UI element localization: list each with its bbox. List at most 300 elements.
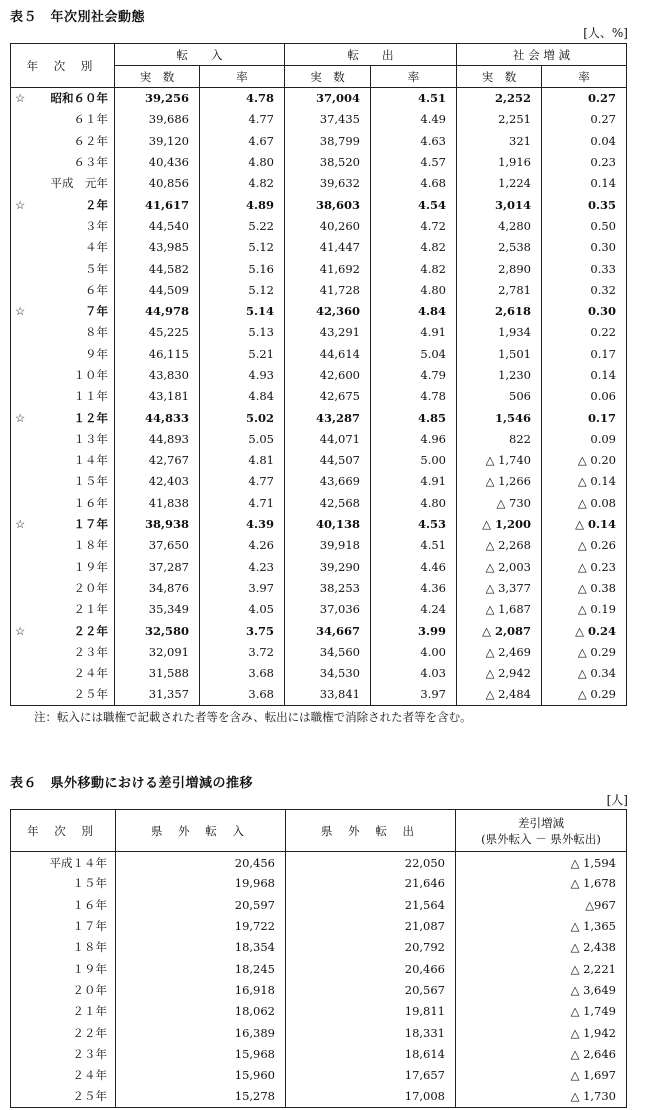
- table5-year-label: 平成 元年: [50, 176, 108, 191]
- table5-row: [11, 343, 627, 364]
- table5-cell-social-rate: 0.09: [542, 428, 627, 449]
- table5-cell-social-count: △ 2,003: [457, 556, 542, 577]
- table5-cell-out-count: 43,669: [285, 471, 371, 492]
- table6-cell-in: 19,722: [116, 915, 286, 936]
- table5-cell-social-count: △ 1,200: [457, 513, 542, 534]
- table5-row: [11, 641, 627, 662]
- star-icon: ☆: [15, 623, 26, 638]
- table5-cell-in-rate: 5.16: [200, 258, 285, 279]
- table6-cell-diff: △ 1,594: [456, 852, 627, 873]
- table5-cell-social-count: △ 2,087: [457, 620, 542, 641]
- table5-row: [11, 237, 627, 258]
- table6-cell-out: 19,811: [286, 1001, 456, 1022]
- table5-row: [11, 215, 627, 236]
- table5-cell-social-rate: △ 0.29: [542, 641, 627, 662]
- table5-cell-out-count: 33,841: [285, 684, 371, 705]
- table5-row: [11, 535, 627, 556]
- table5-cell-out-rate: 4.51: [371, 535, 457, 556]
- table5-cell-social-rate: △ 0.08: [542, 492, 627, 513]
- table5-year-label: ９年: [85, 346, 108, 361]
- table6-cell-year: １９年: [11, 958, 116, 979]
- table5-cell-in-rate: 3.68: [200, 663, 285, 684]
- table5-cell-out-rate: 4.03: [371, 663, 457, 684]
- table5-cell-year: [11, 513, 115, 534]
- table5-cell-year: [11, 364, 115, 385]
- table5-cell-year: [11, 641, 115, 662]
- table5-cell-out-rate: 5.04: [371, 343, 457, 364]
- table5-cell-social-rate: 0.30: [542, 300, 627, 321]
- table5-cell-out-count: 38,603: [285, 194, 371, 215]
- table5-cell-out-count: 44,071: [285, 428, 371, 449]
- table5-cell-social-rate: △ 0.24: [542, 620, 627, 641]
- table5-cell-social-count: △ 1,687: [457, 599, 542, 620]
- table5-title: 表５ 年次別社会動態: [10, 10, 146, 25]
- table6-cell-diff: △ 1,749: [456, 1001, 627, 1022]
- table6-header-diff: [456, 810, 627, 852]
- star-icon: ☆: [15, 197, 26, 212]
- table5-cell-in-count: 39,686: [115, 109, 200, 130]
- table5-header-out-count: 実 数: [285, 66, 371, 88]
- table6-cell-diff: △ 1,697: [456, 1064, 627, 1085]
- table6-cell-year: １８年: [11, 937, 116, 958]
- table5-cell-social-rate: 0.14: [542, 364, 627, 385]
- table6-cell-year: １５年: [11, 873, 116, 894]
- table5-cell-in-count: 40,856: [115, 173, 200, 194]
- table6-cell-in: 16,918: [116, 979, 286, 1000]
- table5-row: [11, 279, 627, 300]
- table5-cell-year: [11, 663, 115, 684]
- table5-unit: [人、%]: [583, 26, 628, 40]
- table5-row: [11, 599, 627, 620]
- table5-cell-in-rate: 5.13: [200, 322, 285, 343]
- table5-cell-year: [11, 450, 115, 471]
- table5-cell-in-count: 41,617: [115, 194, 200, 215]
- table5-cell-social-rate: △ 0.14: [542, 471, 627, 492]
- table5-cell-out-count: 34,560: [285, 641, 371, 662]
- table5-cell-in-rate: 4.78: [200, 88, 285, 109]
- table5-cell-social-rate: 0.23: [542, 151, 627, 172]
- table5-year-label: 昭和６０年: [50, 91, 108, 106]
- table5-cell-social-rate: 0.04: [542, 130, 627, 151]
- table5-cell-out-count: 38,520: [285, 151, 371, 172]
- table6-cell-diff: △ 2,438: [456, 937, 627, 958]
- table5-year-label: ４年: [85, 240, 108, 255]
- table5-cell-year: [11, 343, 115, 364]
- table5-cell-in-rate: 4.67: [200, 130, 285, 151]
- table5-cell-out-rate: 4.96: [371, 428, 457, 449]
- table5-cell-social-count: 2,618: [457, 300, 542, 321]
- table5-cell-in-count: 45,225: [115, 322, 200, 343]
- table5-cell-year: [11, 194, 115, 215]
- table6-cell-diff: △ 1,942: [456, 1022, 627, 1043]
- table5: [10, 43, 627, 706]
- table6-cell-out: 21,564: [286, 894, 456, 915]
- table6-cell-out: 20,567: [286, 979, 456, 1000]
- table5-cell-in-rate: 5.02: [200, 407, 285, 428]
- table5-cell-in-count: 31,357: [115, 684, 200, 705]
- table5-year-label: ８年: [85, 325, 108, 340]
- star-icon: ☆: [15, 517, 26, 532]
- table5-row: [11, 513, 627, 534]
- table5-cell-out-rate: 4.85: [371, 407, 457, 428]
- table5-cell-out-count: 42,675: [285, 386, 371, 407]
- table5-cell-out-rate: 4.84: [371, 300, 457, 321]
- table5-row: [11, 88, 627, 109]
- table5-cell-social-rate: △ 0.14: [542, 513, 627, 534]
- table5-cell-out-count: 37,036: [285, 599, 371, 620]
- table5-year-label: ２４年: [73, 666, 108, 681]
- table5-cell-year: [11, 279, 115, 300]
- table6-cell-out: 17,008: [286, 1086, 456, 1107]
- table5-cell-year: [11, 173, 115, 194]
- table6-cell-year: ２２年: [11, 1022, 116, 1043]
- table6-row: [11, 873, 627, 894]
- table6: [10, 809, 627, 1108]
- table5-cell-year: [11, 684, 115, 705]
- table5-year-label: ２年: [85, 197, 108, 212]
- table5-cell-out-rate: 4.63: [371, 130, 457, 151]
- table5-cell-out-count: 41,692: [285, 258, 371, 279]
- table5-cell-in-rate: 4.82: [200, 173, 285, 194]
- table5-cell-out-count: 42,600: [285, 364, 371, 385]
- table5-cell-in-count: 31,588: [115, 663, 200, 684]
- table5-cell-in-count: 46,115: [115, 343, 200, 364]
- table5-cell-social-rate: △ 0.34: [542, 663, 627, 684]
- table5-cell-social-rate: 0.27: [542, 88, 627, 109]
- table5-year-label: ６２年: [73, 133, 108, 148]
- table5-year-label: １３年: [73, 431, 108, 446]
- table5-cell-in-rate: 5.12: [200, 279, 285, 300]
- table5-cell-out-rate: 4.51: [371, 88, 457, 109]
- table5-row: [11, 151, 627, 172]
- table5-cell-in-count: 43,181: [115, 386, 200, 407]
- table6-cell-diff: △ 1,678: [456, 873, 627, 894]
- table5-cell-year: [11, 300, 115, 321]
- table5-year-label: １５年: [73, 474, 108, 489]
- table5-row: [11, 428, 627, 449]
- table5-row: [11, 492, 627, 513]
- table5-year-label: ６３年: [73, 155, 108, 170]
- table5-cell-in-rate: 4.93: [200, 364, 285, 385]
- table5-cell-in-rate: 5.14: [200, 300, 285, 321]
- table5-cell-in-count: 43,985: [115, 237, 200, 258]
- table5-cell-out-rate: 4.82: [371, 237, 457, 258]
- table5-cell-year: [11, 151, 115, 172]
- table5-header-social-rate: 率: [542, 66, 627, 88]
- table5-cell-social-rate: 0.35: [542, 194, 627, 215]
- table5-cell-in-count: 39,120: [115, 130, 200, 151]
- table5-year-label: １２年: [73, 410, 108, 425]
- table5-cell-in-count: 44,540: [115, 215, 200, 236]
- table5-row: [11, 556, 627, 577]
- star-icon: ☆: [15, 410, 26, 425]
- table5-cell-social-rate: 0.14: [542, 173, 627, 194]
- table6-cell-out: 18,614: [286, 1043, 456, 1064]
- table5-cell-social-rate: 0.32: [542, 279, 627, 300]
- table6-header-out: 県 外 転 出: [286, 810, 456, 852]
- table5-row: [11, 620, 627, 641]
- table5-cell-social-count: 2,252: [457, 88, 542, 109]
- table5-cell-social-rate: 0.06: [542, 386, 627, 407]
- table5-row: [11, 471, 627, 492]
- table5-row: [11, 407, 627, 428]
- table6-cell-diff: △ 1,365: [456, 915, 627, 936]
- table5-cell-in-rate: 5.12: [200, 237, 285, 258]
- table6-header-diff-line2: (県外転入 － 県外転出): [481, 831, 601, 846]
- table5-cell-out-count: 44,614: [285, 343, 371, 364]
- table5-cell-social-rate: △ 0.23: [542, 556, 627, 577]
- table5-cell-in-rate: 4.05: [200, 599, 285, 620]
- table5-cell-in-rate: 5.22: [200, 215, 285, 236]
- table5-cell-social-count: △ 2,484: [457, 684, 542, 705]
- table6-cell-year: ２０年: [11, 979, 116, 1000]
- table5-cell-out-count: 42,568: [285, 492, 371, 513]
- table5-cell-social-count: △ 2,268: [457, 535, 542, 556]
- table6-row: [11, 1086, 627, 1107]
- table6-cell-out: 20,466: [286, 958, 456, 979]
- table5-cell-out-count: 38,799: [285, 130, 371, 151]
- table5-cell-social-rate: 0.17: [542, 343, 627, 364]
- table5-cell-in-rate: 4.81: [200, 450, 285, 471]
- table5-cell-in-rate: 3.72: [200, 641, 285, 662]
- table5-year-label: ７年: [85, 304, 108, 319]
- table5-cell-year: [11, 215, 115, 236]
- table5-cell-year: [11, 88, 115, 109]
- table5-cell-social-count: 2,890: [457, 258, 542, 279]
- table5-cell-out-count: 38,253: [285, 577, 371, 598]
- table5-note: 注：転入には職権で記載された者等を含み、転出には職権で消除された者等を含む。: [34, 710, 472, 724]
- table5-cell-social-count: 1,501: [457, 343, 542, 364]
- table5-cell-in-count: 44,893: [115, 428, 200, 449]
- table5-header-out: 転 出: [285, 44, 457, 66]
- table5-row: [11, 684, 627, 705]
- table5-cell-social-count: △ 730: [457, 492, 542, 513]
- table5-cell-social-count: 3,014: [457, 194, 542, 215]
- table6-cell-out: 22,050: [286, 852, 456, 873]
- table5-cell-social-count: 506: [457, 386, 542, 407]
- table5-year-label: １６年: [73, 495, 108, 510]
- table5-cell-in-count: 42,767: [115, 450, 200, 471]
- table5-cell-out-rate: 4.79: [371, 364, 457, 385]
- table6-cell-out: 20,792: [286, 937, 456, 958]
- table5-cell-year: [11, 556, 115, 577]
- table5-cell-social-count: 1,546: [457, 407, 542, 428]
- table5-cell-social-count: 1,934: [457, 322, 542, 343]
- table5-cell-in-count: 38,938: [115, 513, 200, 534]
- table5-header-in-rate: 率: [200, 66, 285, 88]
- table5-cell-in-rate: 4.39: [200, 513, 285, 534]
- table5-cell-out-rate: 4.78: [371, 386, 457, 407]
- table5-cell-social-rate: △ 0.20: [542, 450, 627, 471]
- table5-year-label: ２０年: [73, 580, 108, 595]
- table5-cell-year: [11, 258, 115, 279]
- table5-row: [11, 130, 627, 151]
- table5-year-label: １７年: [73, 517, 108, 532]
- table5-cell-in-count: 43,830: [115, 364, 200, 385]
- table6-cell-year: １７年: [11, 915, 116, 936]
- table6-header-diff-line1: 差引増減: [518, 815, 564, 830]
- table5-cell-in-rate: 4.89: [200, 194, 285, 215]
- table5-cell-social-count: △ 3,377: [457, 577, 542, 598]
- table5-cell-out-rate: 4.24: [371, 599, 457, 620]
- table5-header-in-count: 実 数: [115, 66, 200, 88]
- table5-cell-out-count: 44,507: [285, 450, 371, 471]
- table6-cell-in: 18,245: [116, 958, 286, 979]
- table5-cell-social-rate: 0.22: [542, 322, 627, 343]
- table5-cell-in-rate: 4.23: [200, 556, 285, 577]
- table5-cell-social-count: 2,781: [457, 279, 542, 300]
- table5-cell-in-count: 41,838: [115, 492, 200, 513]
- table6-cell-year: ２１年: [11, 1001, 116, 1022]
- table5-row: [11, 322, 627, 343]
- table5-cell-out-rate: 4.54: [371, 194, 457, 215]
- table5-cell-year: [11, 109, 115, 130]
- table5-row: [11, 577, 627, 598]
- table6-cell-in: 20,456: [116, 852, 286, 873]
- table5-cell-in-count: 40,436: [115, 151, 200, 172]
- table5-cell-social-rate: △ 0.29: [542, 684, 627, 705]
- table5-cell-in-rate: 4.77: [200, 471, 285, 492]
- table5-cell-out-count: 40,138: [285, 513, 371, 534]
- table6-cell-in: 18,062: [116, 1001, 286, 1022]
- table6-row: [11, 1064, 627, 1085]
- table5-cell-social-count: △ 1,266: [457, 471, 542, 492]
- table5-cell-out-rate: 4.82: [371, 258, 457, 279]
- table5-cell-social-count: 4,280: [457, 215, 542, 236]
- table6-cell-in: 15,968: [116, 1043, 286, 1064]
- table5-cell-out-count: 39,632: [285, 173, 371, 194]
- table6-row: [11, 1001, 627, 1022]
- table6-cell-out: 21,087: [286, 915, 456, 936]
- table6-title: 表６ 県外移動における差引増減の推移: [10, 776, 254, 791]
- table5-row: [11, 194, 627, 215]
- table5-cell-in-rate: 4.77: [200, 109, 285, 130]
- table5-year-label: ６年: [85, 282, 108, 297]
- table6-row: [11, 979, 627, 1000]
- table5-cell-social-count: 321: [457, 130, 542, 151]
- table5-year-label: １８年: [73, 538, 108, 553]
- table5-row: [11, 364, 627, 385]
- table5-header-out-rate: 率: [371, 66, 457, 88]
- table6-header-year: 年 次 別: [11, 810, 116, 852]
- table5-year-label: ６１年: [73, 112, 108, 127]
- table5-year-label: ２３年: [73, 644, 108, 659]
- table5-cell-social-count: 1,230: [457, 364, 542, 385]
- table5-cell-out-rate: 5.00: [371, 450, 457, 471]
- table5-cell-year: [11, 620, 115, 641]
- table5-year-label: ２２年: [73, 623, 108, 638]
- table5-row: [11, 300, 627, 321]
- star-icon: ☆: [15, 91, 26, 106]
- table5-cell-out-count: 34,667: [285, 620, 371, 641]
- table5-row: [11, 386, 627, 407]
- table5-cell-social-count: 2,251: [457, 109, 542, 130]
- table6-cell-in: 16,389: [116, 1022, 286, 1043]
- table5-cell-out-count: 42,360: [285, 300, 371, 321]
- table5-cell-social-rate: 0.17: [542, 407, 627, 428]
- table5-cell-out-rate: 4.80: [371, 279, 457, 300]
- table5-cell-social-count: 822: [457, 428, 542, 449]
- table5-row: [11, 258, 627, 279]
- table5-row: [11, 109, 627, 130]
- table5-cell-year: [11, 386, 115, 407]
- table5-cell-out-rate: 4.91: [371, 322, 457, 343]
- table5-cell-out-count: 43,287: [285, 407, 371, 428]
- table5-header-in: 転 入: [115, 44, 285, 66]
- table5-cell-social-rate: 0.50: [542, 215, 627, 236]
- table5-cell-out-count: 37,435: [285, 109, 371, 130]
- table5-year-label: ３年: [85, 218, 108, 233]
- table5-cell-in-rate: 3.68: [200, 684, 285, 705]
- table6-cell-year: １６年: [11, 894, 116, 915]
- table5-cell-social-rate: 0.30: [542, 237, 627, 258]
- table5-cell-in-count: 44,978: [115, 300, 200, 321]
- table6-cell-in: 20,597: [116, 894, 286, 915]
- table6-row: [11, 894, 627, 915]
- table5-cell-out-rate: 4.80: [371, 492, 457, 513]
- table6-row: [11, 852, 627, 873]
- table6-row: [11, 958, 627, 979]
- table5-cell-year: [11, 237, 115, 258]
- table6-row: [11, 1022, 627, 1043]
- table5-cell-in-rate: 4.84: [200, 386, 285, 407]
- table5-year-label: １１年: [73, 389, 108, 404]
- table5-cell-out-rate: 4.72: [371, 215, 457, 236]
- table6-row: [11, 937, 627, 958]
- table5-cell-in-count: 34,876: [115, 577, 200, 598]
- table6-cell-in: 15,278: [116, 1086, 286, 1107]
- table5-cell-in-rate: 5.05: [200, 428, 285, 449]
- table5-cell-in-rate: 4.71: [200, 492, 285, 513]
- table5-cell-year: [11, 407, 115, 428]
- table5-cell-in-rate: 3.97: [200, 577, 285, 598]
- table5-cell-year: [11, 535, 115, 556]
- table5-row: [11, 450, 627, 471]
- table5-cell-out-rate: 4.36: [371, 577, 457, 598]
- table5-cell-out-count: 41,728: [285, 279, 371, 300]
- table5-cell-social-count: △ 2,942: [457, 663, 542, 684]
- table5-cell-out-count: 37,004: [285, 88, 371, 109]
- table5-cell-out-count: 41,447: [285, 237, 371, 258]
- table5-cell-year: [11, 471, 115, 492]
- table6-cell-in: 19,968: [116, 873, 286, 894]
- table5-header-social-count: 実 数: [457, 66, 542, 88]
- table5-cell-out-rate: 3.99: [371, 620, 457, 641]
- table5-year-label: ２１年: [73, 602, 108, 617]
- table5-row: [11, 173, 627, 194]
- table5-header-year: 年 次 別: [11, 44, 115, 88]
- table5-year-label: １９年: [73, 559, 108, 574]
- table5-cell-in-count: 44,509: [115, 279, 200, 300]
- table5-year-label: ２５年: [73, 687, 108, 702]
- table6-cell-out: 18,331: [286, 1022, 456, 1043]
- table6-cell-year: ２４年: [11, 1064, 116, 1085]
- table5-row: [11, 663, 627, 684]
- table5-cell-social-rate: 0.33: [542, 258, 627, 279]
- table5-cell-social-count: 1,916: [457, 151, 542, 172]
- table5-cell-year: [11, 130, 115, 151]
- table5-cell-social-rate: 0.27: [542, 109, 627, 130]
- table5-year-label: ５年: [85, 261, 108, 276]
- table5-cell-in-count: 44,833: [115, 407, 200, 428]
- table6-cell-diff: △ 2,221: [456, 958, 627, 979]
- table6-cell-in: 15,960: [116, 1064, 286, 1085]
- table6-cell-in: 18,354: [116, 937, 286, 958]
- table5-cell-out-rate: 4.49: [371, 109, 457, 130]
- table5-cell-out-rate: 4.57: [371, 151, 457, 172]
- table5-cell-social-count: 1,224: [457, 173, 542, 194]
- table5-cell-in-count: 37,287: [115, 556, 200, 577]
